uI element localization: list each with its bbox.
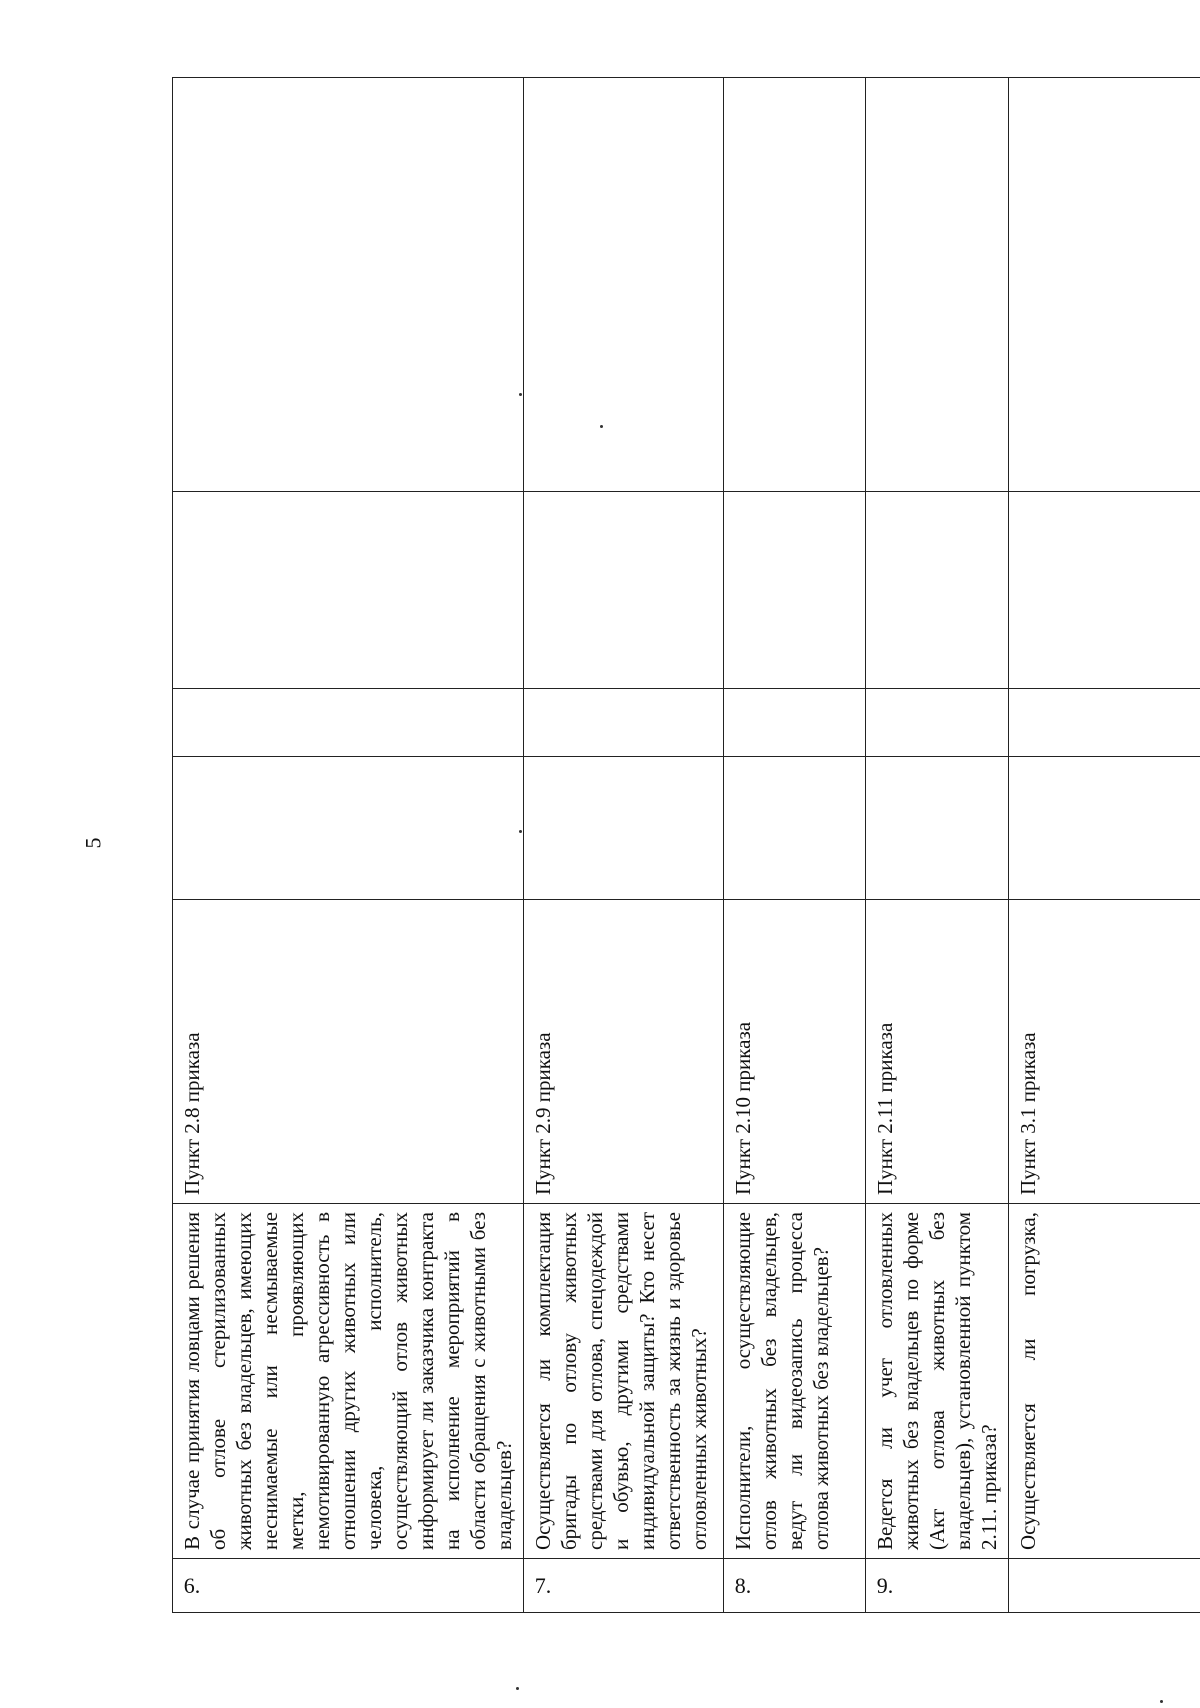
row-number: 7. bbox=[534, 1572, 552, 1598]
answer-na-cell bbox=[173, 492, 524, 689]
comment-cell bbox=[1009, 78, 1200, 492]
question-cell: Осуществляется ли комплектация бригады по отлову животных средствами для отлова, спецодеждой и обувью, другими средствами индивидуальной защиты? Кто несет ответственность за жизнь и здоровье отловленных животных? bbox=[524, 1204, 724, 1559]
checklist-table bbox=[172, 77, 1200, 1613]
table-row bbox=[1009, 78, 1200, 1613]
table-row bbox=[866, 78, 1009, 1613]
answer-no-cell bbox=[1009, 689, 1200, 757]
row-number: 9. bbox=[876, 1572, 894, 1598]
scan-speck bbox=[519, 393, 522, 396]
answer-no-cell bbox=[173, 689, 524, 757]
table-row bbox=[724, 78, 866, 1613]
question-cell: Осуществляется ли погрузка, bbox=[1009, 1204, 1200, 1559]
table-row bbox=[524, 78, 724, 1613]
answer-na-cell bbox=[524, 492, 724, 689]
answer-na-cell bbox=[866, 492, 1009, 689]
reference-cell: Пункт 2.9 приказа bbox=[524, 900, 724, 1204]
row-number-cell bbox=[1009, 1559, 1200, 1613]
row-number-cell bbox=[173, 1559, 524, 1613]
row-number: 8. bbox=[734, 1572, 752, 1598]
answer-na-cell bbox=[1009, 492, 1200, 689]
scan-speck bbox=[1160, 1700, 1163, 1703]
scan-speck bbox=[600, 425, 603, 428]
question-cell: Ведется ли учет отловленных животных без владельцев по форме (Акт отлова животных без владельцев), установленной пунктом 2.11. приказа? bbox=[866, 1204, 1009, 1559]
row-number-cell bbox=[524, 1559, 724, 1613]
reference-cell: Пункт 3.1 приказа bbox=[1009, 900, 1200, 1204]
row-number-cell bbox=[724, 1559, 866, 1613]
answer-yes-cell bbox=[173, 757, 524, 900]
comment-cell bbox=[724, 78, 866, 492]
answer-no-cell bbox=[724, 689, 866, 757]
page-number: 5 bbox=[80, 837, 106, 849]
reference-cell: Пункт 2.8 приказа bbox=[173, 900, 524, 1204]
answer-yes-cell bbox=[724, 757, 866, 900]
answer-no-cell bbox=[524, 689, 724, 757]
comment-cell bbox=[866, 78, 1009, 492]
reference-cell: Пункт 2.11 приказа bbox=[866, 900, 1009, 1204]
answer-yes-cell bbox=[524, 757, 724, 900]
answer-yes-cell bbox=[866, 757, 1009, 900]
answer-yes-cell bbox=[1009, 757, 1200, 900]
comment-cell bbox=[173, 78, 524, 492]
answer-na-cell bbox=[724, 492, 866, 689]
scan-speck bbox=[519, 830, 522, 833]
checklist-table-container bbox=[172, 78, 1200, 1613]
table-row bbox=[173, 78, 524, 1613]
answer-no-cell bbox=[866, 689, 1009, 757]
reference-cell: Пункт 2.10 приказа bbox=[724, 900, 866, 1204]
row-number-cell bbox=[866, 1559, 1009, 1613]
question-cell: Исполнители, осуществляющие отлов животных без владельцев, ведут ли видеозапись процесса отлова животных без владельцев? bbox=[724, 1204, 866, 1559]
question-cell: В случае принятия ловцами решения об отлове стерилизованных животных без владельцев, имеющих неснимаемые или несмываемые метки, проявляющих немотивированную агрессивность в отношении других животных или человека, исполнитель, осуществляющий отлов животных информирует ли заказчика контракта на исполнение мероприятий в области обращения с животными без владельцев? bbox=[173, 1204, 524, 1559]
row-number: 6. bbox=[183, 1572, 201, 1598]
comment-cell bbox=[524, 78, 724, 492]
scan-speck bbox=[516, 1687, 519, 1690]
